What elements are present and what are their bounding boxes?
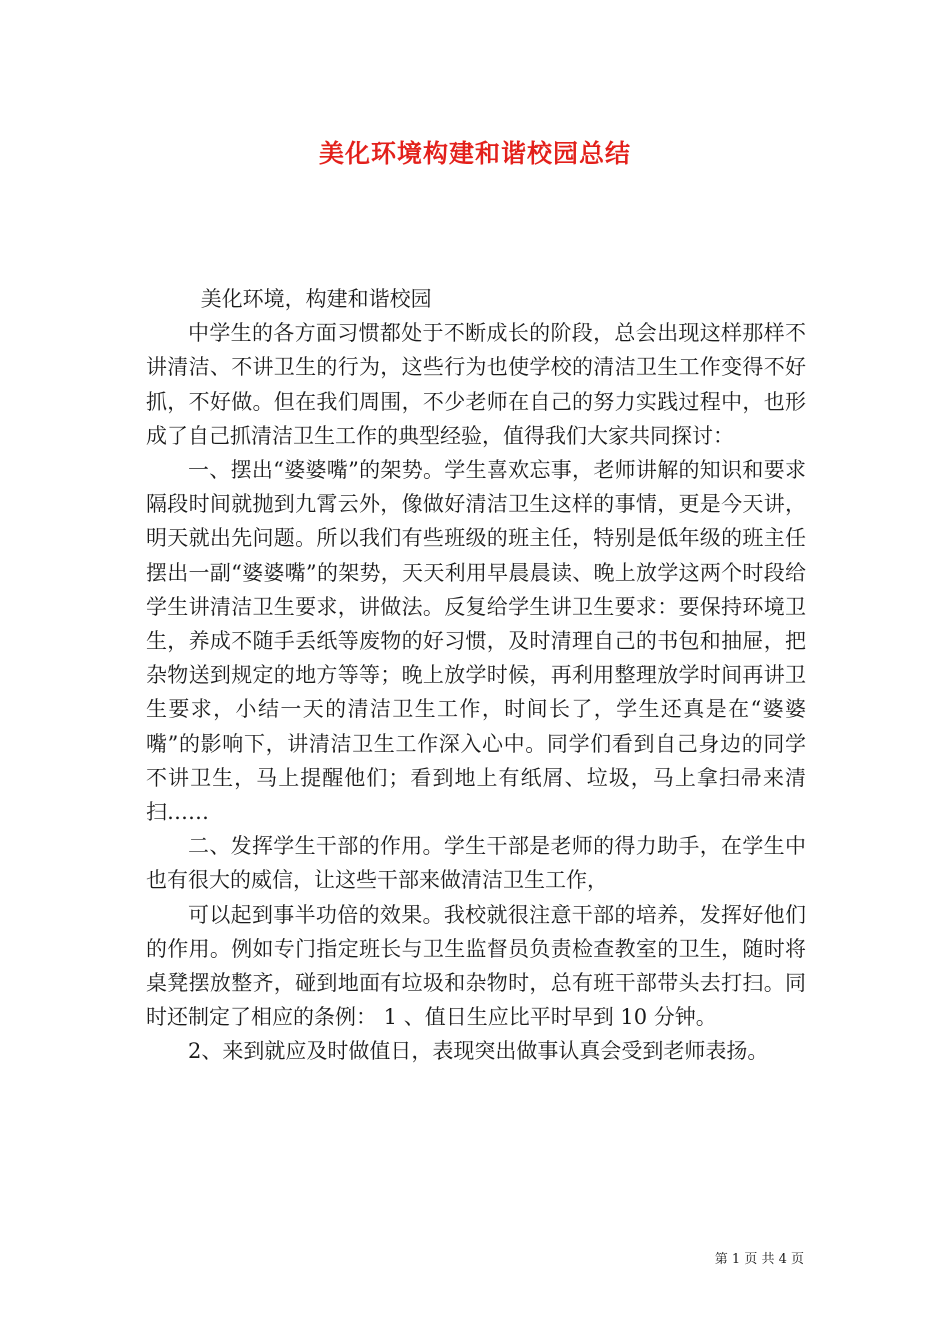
paragraph-point-two: 二、发挥学生干部的作用。学生干部是老师的得力助手，在学生中也有很大的威信，让这些干部来做清洁卫生工作，: [146, 834, 806, 893]
document-body: [146, 282, 806, 1069]
paragraph-rule-two: 2、来到就应及时做值日，表现突出做事认真会受到老师表扬。: [188, 1039, 769, 1064]
paragraph-subtitle: 美化环境，构建和谐校园: [200, 287, 432, 311]
document-title: 美化环境构建和谐校园总结: [318, 139, 631, 168]
page-number: 第 1 页 共 4 页: [714, 1252, 804, 1267]
paragraph-point-two-continued: 可以起到事半功倍的效果。我校就很注意干部的培养，发挥好他们的作用。例如专门指定班长与卫生监督员负责检查教室的卫生，随时将桌凳摆放整齐，碰到地面有垃圾和杂物时，总有班干部带头去打扫。同时还制定了相应的条例： 1 、值日生应比平时早到 10 分钟。: [146, 902, 806, 1030]
paragraph-point-one: 一、摆出“婆婆嘴”的架势。学生喜欢忘事，老师讲解的知识和要求隔段时间就抛到九霄云外，像做好清洁卫生这样的事情，更是今天讲，明天就出先问题。所以我们有些班级的班主任，特别是低年级的班主任摆出一副“婆婆嘴”的架势，天天利用早晨晨读、晚上放学这两个时段给学生讲清洁卫生要求，讲做法。反复给学生讲卫生要求：要保持环境卫生，养成不随手丢纸等废物的好习惯，及时清理自己的书包和抽屉，把杂物送到规定的地方等等；晚上放学时候，再利用整理放学时间再讲卫生要求，小结一天的清洁卫生工作，时间长了，学生还真是在“婆婆嘴”的影响下，讲清洁卫生工作深入心中。同学们看到自己身边的同学不讲卫生，马上提醒他们；看到地上有纸屑、垃圾，马上拿扫帚来清扫……: [146, 458, 806, 825]
paragraph-intro: 中学生的各方面习惯都处于不断成长的阶段，总会出现这样那样不讲清洁、不讲卫生的行为，这些行为也使学校的清洁卫生工作变得不好抓，不好做。但在我们周围，不少老师在自己的努力实践过程中，也形成了自己抓清洁卫生工作的典型经验，值得我们大家共同探讨：: [146, 321, 806, 448]
